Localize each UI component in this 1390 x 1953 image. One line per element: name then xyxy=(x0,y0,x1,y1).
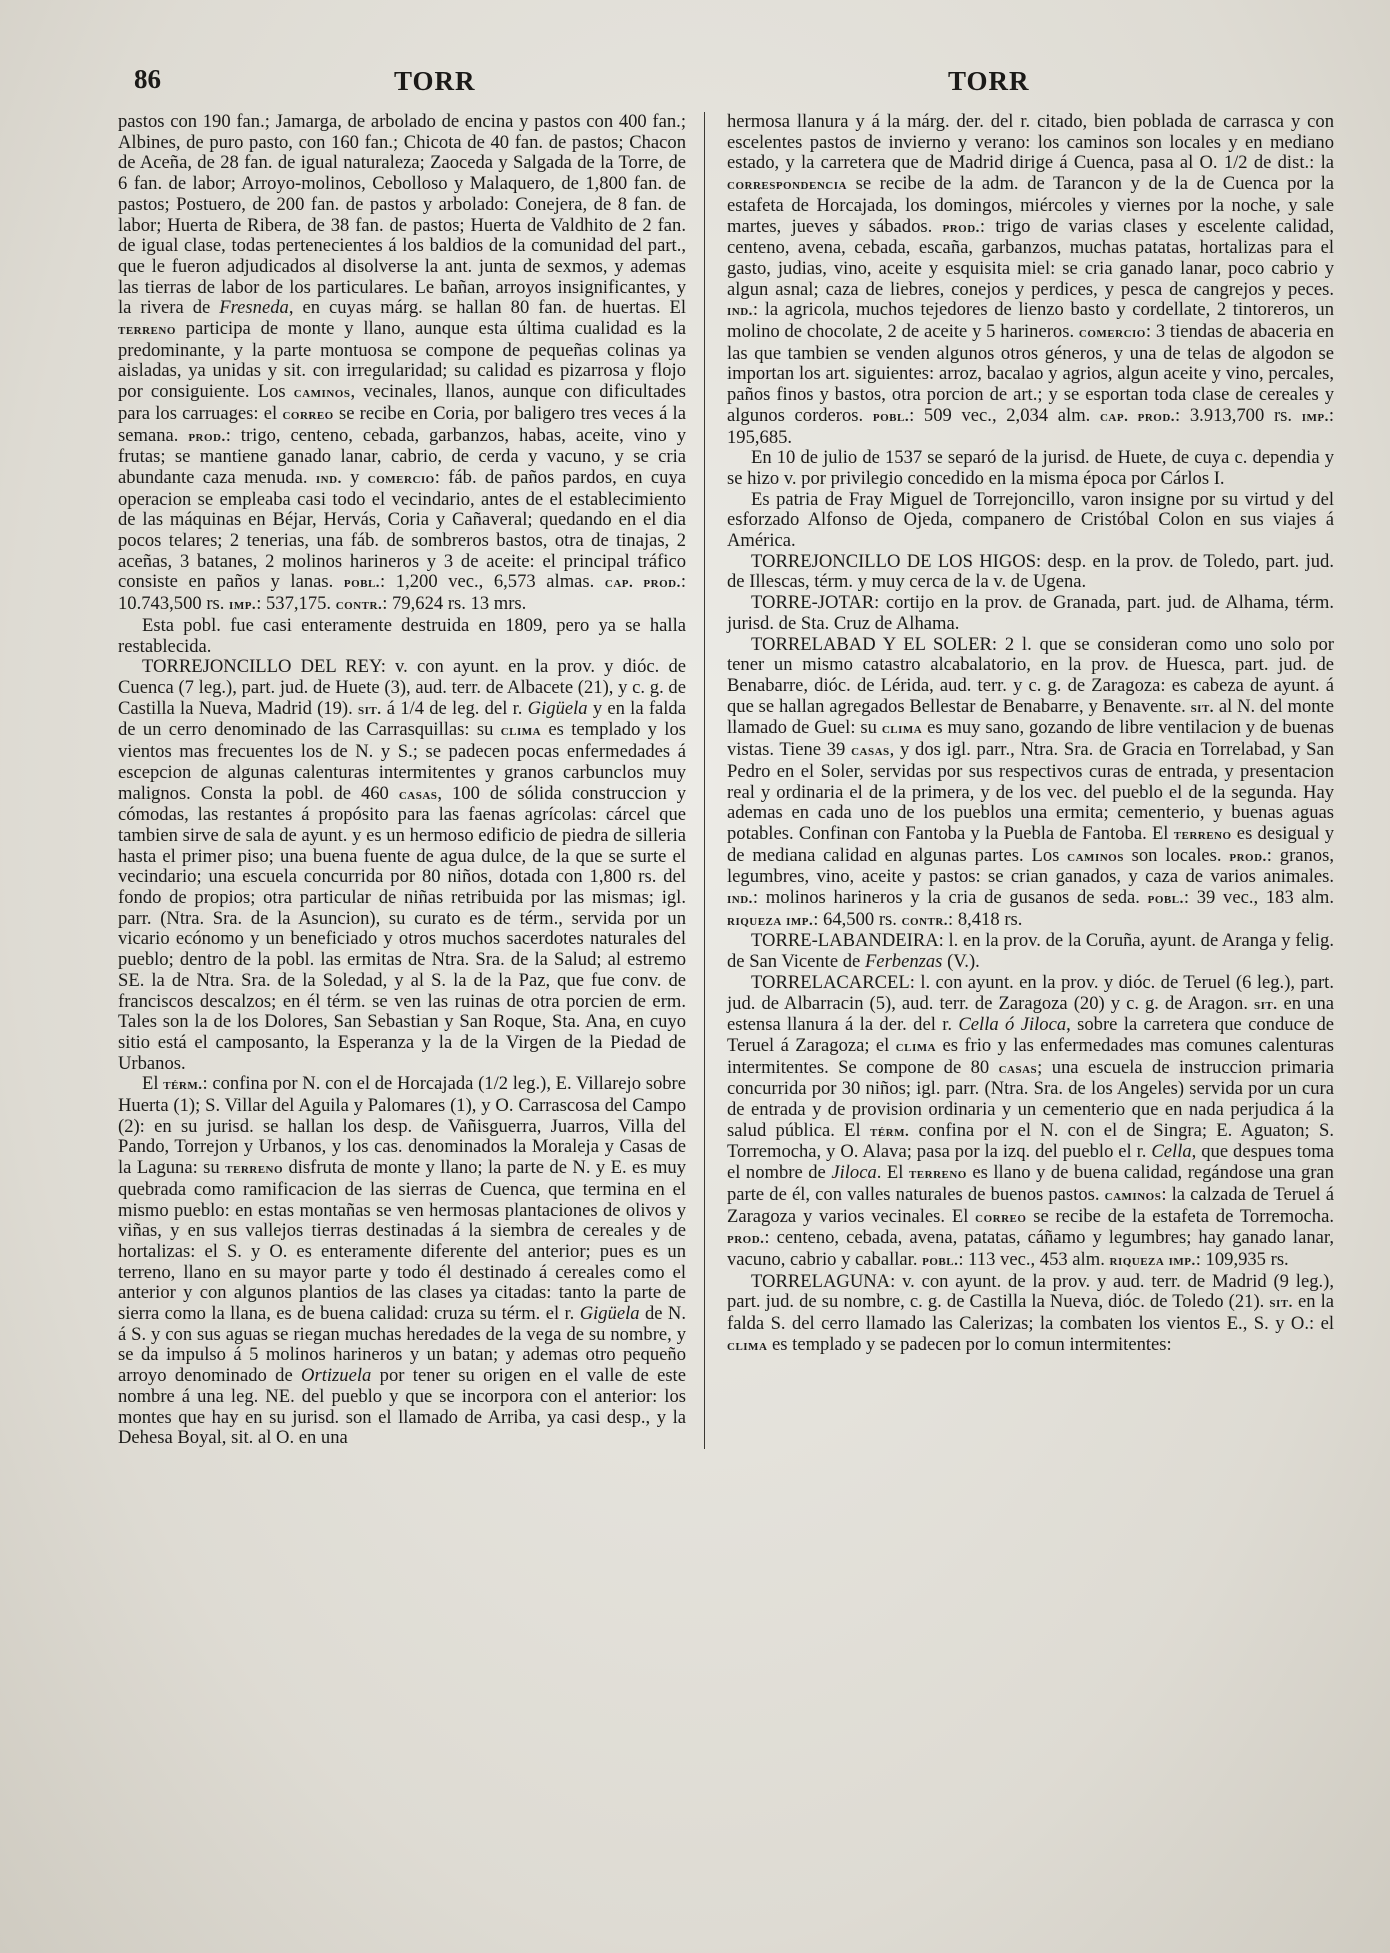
text-run: : fáb. de paños pardos, en cuya operacion se empleaba casi todo el vecindario, antes de el establecimiento de las máquinas en Béjar, Hervás, Coria y Cañaveral; quedando en el dia pocos telares; 2 tenerias, una fáb. de sombreros bastos, otra de tinajas, 2 aceñas, 3 batanes, 2 molinos harineros y 3 de aceite: el principal tráfico consiste en paños y lanas. xyxy=(118,466,687,593)
small-caps-term: clima xyxy=(895,1038,937,1055)
text-run: : trigo, centeno, cebada, garbanzos, habas, aceite, vino y frutas; se mantiene ganado lanar, cabrio, de cerda y vacuno, y se cria abundante caza menuda. xyxy=(118,424,686,488)
text-run: , y dos igl. parr., Ntra. Sra. de Gracia en Torrelabad, y San Pedro en el Soler, servidas por sus respectivos curas de entrada, y presentacion real y ordinaria el de la primera, y de los vec. del pueblo el de la segunda. Hay ademas en cada uno de los pueblos una ermita; cementerio, y buenas aguas potables. Confinan con Fantoba y la Puebla de Fantoba. El xyxy=(727,739,1334,844)
text-run: TORRE-JOTAR: cortijo en la prov. de Granada, part. jud. de Alhama, térm. jurisd. de Sta. Cruz de Alhama. xyxy=(727,592,1334,634)
text-run: es templado y los vientos mas frecuentes los de N. y S.; se padecen pocas enfermedades á escepcion de algunas calenturas intermitentes y granos carbunclos muy malignos. Consta la pobl. de 460 xyxy=(118,719,686,804)
left-column xyxy=(118,112,704,1449)
text-run: : la agricola, muchos tejedores de lienzo basto y cordellate, 2 tintoreros, un molino de chocolate, 2 de aceite y 5 harineros. xyxy=(727,299,1334,343)
small-caps-term: sit. xyxy=(1190,699,1215,716)
small-caps-term: prod. xyxy=(188,428,226,445)
small-caps-term: contr. xyxy=(335,597,383,614)
small-caps-term: sit. xyxy=(1254,996,1278,1013)
paragraph xyxy=(727,973,1334,1272)
paragraph xyxy=(118,616,686,657)
small-caps-term: cap. prod. xyxy=(1099,408,1176,425)
paragraph xyxy=(727,1272,1334,1357)
text-run: y en la falda de un cerro denominado de las Carrasquillas: su xyxy=(118,697,686,741)
text-run: : 79,624 rs. 13 mrs. xyxy=(382,593,527,615)
small-caps-term: térm. xyxy=(163,1077,203,1094)
running-head-right: TORR xyxy=(948,66,1030,96)
text-run: : confina por N. con el de Horcajada (1/2 leg.), E. Villarejo sobre Huerta (1); S. Villar del Aguila y Palomares (1), y O. Carrascosa del Campo (2): en su jurisd. se hallan los desp. de Vañisguerra, Juarros, Villa del Pando, Torrejon y Urbanos, y los cas. denominados la Moraleja y Casas de la Laguna: su xyxy=(118,1073,686,1179)
italic-term: Gigüela xyxy=(527,697,588,719)
small-caps-term: prod. xyxy=(942,219,980,236)
paragraph xyxy=(727,112,1334,448)
small-caps-term: clima xyxy=(881,721,923,738)
text-run: es frio y las enfermedades mas comunes calenturas intermitentes. Se compone de 80 xyxy=(727,1034,1334,1078)
text-run: TORREJONCILLO DEL REY: v. con ayunt. en la prov. y dióc. de Cuenca (7 leg.), part. jud. de Huete (3), aud. terr. de Albacete (21), y c. g. de Castilla la Nueva, Madrid (19). xyxy=(118,656,686,719)
paragraph xyxy=(727,593,1334,634)
text-run: es templado y se padecen por lo comun intermitentes: xyxy=(767,1333,1172,1355)
small-caps-term: comercio xyxy=(367,470,435,487)
text-run: es muy sano, gozando de libre ventilacion y de buenas vistas. Tiene 39 xyxy=(727,717,1334,761)
text-run: , vecinales, llanos, aunque con dificultades para los carruages: el xyxy=(118,381,687,424)
small-caps-term: pobl. xyxy=(343,575,381,592)
text-run: . El xyxy=(876,1162,909,1184)
small-caps-term: ind. xyxy=(727,891,753,908)
text-run: á 1/4 de leg. del r. xyxy=(381,697,528,719)
small-caps-term: terreno xyxy=(1173,826,1232,843)
italic-term: Jiloca xyxy=(831,1162,877,1184)
italic-term: Cella xyxy=(1151,1141,1192,1163)
paragraph xyxy=(727,448,1334,489)
text-run: Esta pobl. fue casi enteramente destruida en 1809, pero ya se halla restablecida. xyxy=(118,614,686,657)
text-run: : 195,685. xyxy=(727,404,1335,448)
small-caps-term: ind. xyxy=(315,470,342,487)
text-run: de N. á S. y con sus aguas se riegan muchas heredades de la vega de su nombre, y se da impulso á 5 molinos harineros y un batan; y ademas otro pequeño arroyo denominado de xyxy=(118,1303,686,1387)
text-run: : 1,200 vec., 6,573 almas. xyxy=(380,571,605,593)
text-run: ; una escuela de instruccion primaria concurrida por 30 niños; igl. parr. (Ntra. Sra. de los Angeles) servida por un cura de entrada y de provision ordinaria y un cementerio que en nada perjudica á la salud pública. El xyxy=(727,1056,1334,1141)
running-head-left: TORR xyxy=(394,66,476,96)
text-run: , que despues toma el nombre de xyxy=(727,1141,1334,1184)
small-caps-term: prod. xyxy=(727,1231,765,1248)
italic-term: Cella ó Jiloca xyxy=(958,1014,1067,1036)
text-run: : centeno, cebada, avena, patatas, cáñamo y legumbres; hay ganado lanar, vacuno, cabrio y caballar. xyxy=(727,1227,1334,1270)
paragraph xyxy=(118,657,686,1074)
text-run: : 3.913,700 rs. xyxy=(1175,404,1302,426)
small-caps-term: terreno xyxy=(908,1166,967,1183)
small-caps-term: casas xyxy=(851,743,890,760)
text-run: al N. del monte llamado de Guel: su xyxy=(727,695,1335,739)
text-run: : 10.743,500 rs. xyxy=(118,571,686,615)
page-header xyxy=(118,64,1334,108)
text-run: : 3 tiendas de abaceria en las que tambien se venden algunos otros géneros, y una de telas de algodon se importan los art. siguientes: arroz, bacalao y agrios, algun aceite y vino, percales, paños finos y bastos, otra porcion de art.; y se esportan toda clase de cereales y algunos corderos. xyxy=(727,321,1334,426)
small-caps-term: pobl. xyxy=(922,1252,959,1269)
small-caps-term: caminos xyxy=(293,385,351,402)
small-caps-term: clima xyxy=(727,1337,768,1354)
small-caps-term: cap. prod. xyxy=(604,575,681,592)
text-run: : 113 vec., 453 alm. xyxy=(958,1248,1110,1270)
small-caps-term: pobl. xyxy=(872,408,910,425)
text-run: TORRE-LABANDEIRA: l. en la prov. de la Coruña, ayunt. de Aranga y felig. de San Vicente de xyxy=(727,930,1334,973)
text-run: por tener su origen en el valle de este nombre á una leg. NE. del pueblo y que se incorpora con el anterior: los montes que hay en su jurisd. son el llamado de Arriba, ya casi desp., y la Dehesa Boyal, sit. al O. en una xyxy=(118,1365,686,1449)
small-caps-term: contr. xyxy=(901,912,949,929)
text-run: TORRELABAD Y EL SOLER: 2 l. que se consideran como uno solo por tener un mismo catastro alcabalatorio, en la prov. de Huesca, part. jud. de Benabarre, dióc. de Lérida, aud. terr. y c. g. de Zaragoza: es cabeza de ayunt. á que se hallan agregados Bellestar de Benabarre, y Benavente. xyxy=(727,633,1334,717)
paragraph xyxy=(727,931,1334,972)
text-run: : 537,175. xyxy=(256,593,336,615)
text-run: disfruta de monte y llano; la parte de N. y E. es muy quebrada como ramificacion de las sierras de Cuenca, que termina en el mismo pueblo: en estas montañas se ven hermosas plantaciones de olivos y viñas, y en sus vallejos tierras destinadas á la siembra de cereales y de hortalizas: el S. y O. es enteramente diferente del anterior; pues es un terreno, llano en su mayor parte y todo él destinado á cereales como el anterior y con algunos plantios de las clases ya citadas: tanto la parte de sierra como la llana, es de buena calidad: cruza su térm. el r. xyxy=(118,1157,686,1325)
small-caps-term: correo xyxy=(975,1209,1027,1226)
right-column xyxy=(704,112,1334,1449)
text-run: , en cuyas márg. se hallan 80 fan. de huertas. El xyxy=(288,297,686,319)
small-caps-term: caminos xyxy=(1067,848,1124,865)
small-caps-term: comercio xyxy=(1078,325,1146,342)
text-run: : 39 vec., 183 alm. xyxy=(1183,887,1335,909)
text-run: se recibe en Coria, por baligero tres veces á la semana. xyxy=(118,402,686,446)
small-caps-term: sit. xyxy=(1269,1295,1293,1312)
text-run: pastos con 190 fan.; Jamarga, de arbolado de encina y pastos con 400 fan.; Albines, de puro pasto, con 160 fan.; Chicota de 40 fan. de pastos; Chacon de Aceña, de 28 fan. de igual naturaleza; Zaoceda y Salgada de la Torre, de 6 fan. de labor; Arroyo-molinos, Cebolloso y Malaquero, de 1,800 fan. de pastos; Postuero, de 200 fan. de pastos y arbolado: Conejera, de 8 fan. de labor; Huerta de Ribera, de 38 fan. de pastos; Huerta de Valdhito de 2 fan. de igual clase, todas pertenecientes á los baldios de la comunidad del part., que le fueron adjudicados al disolverse la ant. junta de sexmos, y ademas las tierras de labor de los particulares. Le bañan, arroyos insignificantes, y la rivera de xyxy=(118,111,686,319)
text-run: : 509 vec., 2,034 alm. xyxy=(909,404,1100,426)
text-run: : trigo de varias clases y escelente calidad, centeno, avena, cebada, escaña, garbanzos, muchas patatas, hortalizas para el gasto, judias, vino, aceite y esquisita miel: se cria ganado lanar, poco cabrio y algun asnal; caza de liebres, conejos y perdices, y pesca de cangrejos y peces. xyxy=(727,215,1334,300)
small-caps-term: imp. xyxy=(1301,408,1329,425)
small-caps-term: correo xyxy=(282,406,334,423)
text-run: TORREJONCILLO DE LOS HIGOS: desp. en la prov. de Toledo, part. jud. de Illescas, térm. y muy cerca de la v. de Ugena. xyxy=(727,550,1334,593)
text-run: : granos, legumbres, vino, aceite y pastos: se crian ganados, y caza de varios animales. xyxy=(727,844,1334,888)
text-run: en una estensa llanura á la der. del r. xyxy=(727,992,1334,1036)
text-run: En 10 de julio de 1537 se separó de la jurisd. de Huete, de cuya c. dependia y se hizo v. por privilegio concedido en la misma época por Cárlos I. xyxy=(727,447,1334,489)
small-caps-term: prod. xyxy=(1229,848,1267,865)
small-caps-term: casas xyxy=(998,1060,1038,1077)
text-run: confina por el N. con el de Singra; E. Aguaton; S. Torremocha, y O. Alava; pasa por la izq. del pueblo el r. xyxy=(727,1119,1334,1163)
small-caps-term: ind. xyxy=(727,303,753,320)
text-columns xyxy=(118,112,1334,1449)
text-run: El xyxy=(142,1073,164,1095)
small-caps-term: caminos xyxy=(1104,1187,1162,1204)
text-run: es desigual y de mediana calidad en algunas partes. Los xyxy=(727,822,1334,866)
small-caps-term: terreno xyxy=(225,1161,284,1178)
small-caps-term: térm. xyxy=(869,1123,910,1140)
paragraph xyxy=(727,552,1334,593)
text-run: : 109,935 rs. xyxy=(1195,1248,1289,1270)
page-number: 86 xyxy=(134,64,161,94)
small-caps-term: pobl. xyxy=(1147,891,1184,908)
small-caps-term: imp. xyxy=(229,597,257,614)
paragraph xyxy=(118,112,686,616)
text-run: son locales. xyxy=(1123,844,1230,866)
text-run: hermosa llanura y á la márg. der. del r. citado, bien poblada de carrasca y con escelentes pastos de invierno y verano: los caminos son locales y en mediano estado, y la carretera que de Madrid dirige á Cuenca, pasa al O. 1/2 de dist.: la xyxy=(727,111,1334,174)
text-run: (V.). xyxy=(942,951,980,973)
text-run: : 8,418 rs. xyxy=(948,908,1023,930)
small-caps-term: terreno xyxy=(118,322,176,339)
text-run: , sobre la carretera que conduce de Teruel á Zaragoza; el xyxy=(727,1014,1334,1056)
small-caps-term: clima xyxy=(500,723,542,740)
text-run: en la falda S. del cerro llamado las Calerizas; la combaten los vientos E., S. y O.: el xyxy=(727,1291,1335,1335)
text-run: es llano y de buena calidad, regándose una gran parte de él, con valles naturales de buenos pastos. xyxy=(727,1162,1334,1205)
small-caps-term: casas xyxy=(398,786,438,803)
italic-term: Ferbenzas xyxy=(864,951,943,973)
text-run: , 100 de sólida construccion y cómodas, las restantes á propósito para las faenas agrícolas: cárcel que tambien sirve de sala de ayunt. y es un hermoso edificio de piedra de silleria hasta el primer piso; una buena fuente de agua dulce, de la que se surte el vecindario; una escuela concurrida por 80 niños, dotada con 1,800 rs. del fondo de propios; otra particular de niñas retribuida por las mismas; igl. parr. (Ntra. Sra. de la Asuncion), su curato es de térm., servida por un vicario ecónomo y un beneficiado y otros muchos sacerdotes naturales del pueblo; dentro de la pobl. las ermitas de Ntra. Sra. de la Salud; al estremo SE. la de Ntra. Sra. de la Soledad, y al S. la de la Paz, que fue conv. de franciscos descalzos; en él térm. se ven las ruinas de otra porcien de erm. Tales son la de los Dolores, San Sebastian y San Roque, Sta. Ana, en cuyo sitio está el camposanto, la Esperanza y la de la Virgen de la Piedad de Urbanos. xyxy=(118,782,686,1074)
italic-term: Ortizuela xyxy=(301,1365,372,1387)
text-run: y xyxy=(341,466,368,488)
small-caps-term: riqueza imp. xyxy=(727,912,814,929)
italic-term: Fresneda xyxy=(219,297,289,319)
text-run: TORRELAGUNA: v. con ayunt. de la prov. y aud. terr. de Madrid (9 leg.), part. jud. de su nombre, c. g. de Castilla la Nueva, dióc. de Toledo (21). xyxy=(727,1270,1334,1313)
small-caps-term: sit. xyxy=(358,701,382,718)
text-run: : molinos harineros y la cria de gusanos de seda. xyxy=(752,887,1148,909)
small-caps-term: correspondencia xyxy=(727,177,847,194)
paragraph xyxy=(727,635,1334,932)
text-run: Es patria de Fray Miguel de Torrejoncillo, varon insigne por su virtud y del esforzado Alfonso de Ojeda, companero de Cristóbal Colon en sus viajes á América. xyxy=(727,488,1334,552)
italic-term: Gigüela xyxy=(579,1303,640,1325)
small-caps-term: riqueza imp. xyxy=(1109,1252,1196,1269)
paragraph xyxy=(727,490,1334,552)
paragraph xyxy=(118,1074,686,1449)
text-run: TORRELACARCEL: l. con ayunt. en la prov. y dióc. de Teruel (6 leg.), part. jud. de Albarracin (5), aud. terr. de Zaragoza (20) y c. g. de Aragon. xyxy=(727,971,1334,1014)
text-run: participa de monte y llano, aunque esta última cualidad es la predominante, y la parte montuosa se compone de pequeñas colinas ya aisladas, ya unidas y sit. con irregularidad; su calidad es pizarrosa y flojo por consiguiente. Los xyxy=(118,318,686,403)
text-run: : la calzada de Teruel á Zaragoza y varios vecinales. El xyxy=(727,1183,1334,1227)
text-run: se recibe de la adm. de Tarancon y de la de Cuenca por la estafeta de Horcajada, los domingos, miércoles y viernes por la noche, y sale martes, jueves y sábados. xyxy=(727,173,1334,237)
text-run: se recibe de la estafeta de Torremocha. xyxy=(1026,1205,1334,1227)
text-run: : 64,500 rs. xyxy=(813,908,902,930)
